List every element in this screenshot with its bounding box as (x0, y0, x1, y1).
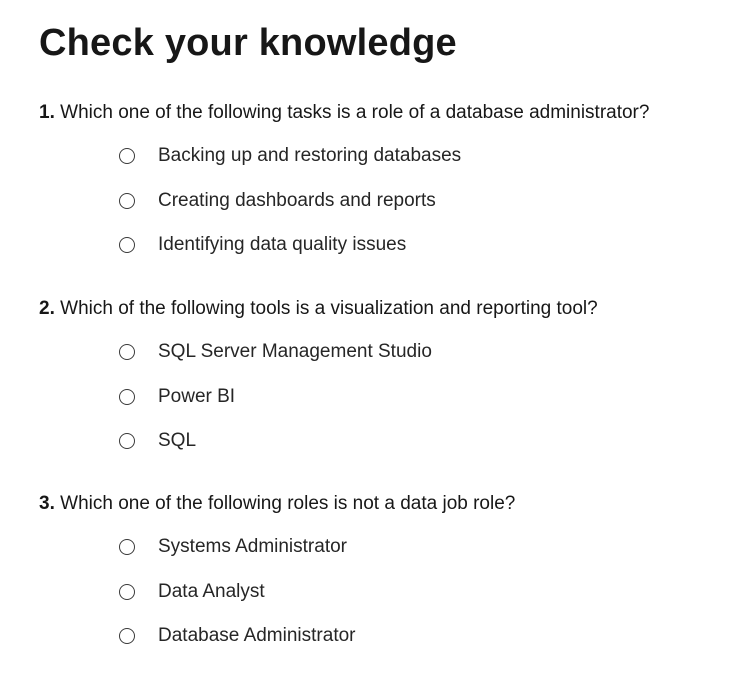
question-2-option-3[interactable] (119, 419, 598, 464)
option-label: Creating dashboards and reports (158, 189, 436, 211)
question-2-number: 2. (39, 298, 55, 319)
question-1-number: 1. (39, 102, 55, 123)
radio-button-icon[interactable] (119, 193, 135, 209)
option-label: SQL Server Management Studio (158, 341, 432, 363)
question-3-prompt: Which one of the following roles is not a data job role? (60, 493, 516, 514)
page-title: Check your knowledge (39, 22, 457, 64)
radio-button-icon[interactable] (119, 148, 135, 164)
question-3-option-2[interactable] (119, 570, 515, 615)
question-3-options (39, 525, 515, 659)
question-3 (39, 492, 515, 659)
radio-button-icon[interactable] (119, 344, 135, 360)
radio-button-icon[interactable] (119, 237, 135, 253)
radio-button-icon[interactable] (119, 433, 135, 449)
question-2-options (39, 330, 598, 464)
option-label: Backing up and restoring databases (158, 145, 462, 167)
question-1-option-1[interactable] (119, 134, 649, 179)
question-2-option-2[interactable] (119, 375, 598, 420)
question-1-option-2[interactable] (119, 179, 649, 224)
option-label: Data Analyst (158, 580, 265, 602)
option-label: SQL (158, 430, 197, 452)
question-3-option-3[interactable] (119, 614, 515, 659)
option-label: Identifying data quality issues (158, 234, 407, 256)
question-2-prompt: Which of the following tools is a visualization and reporting tool? (60, 298, 598, 319)
option-label: Power BI (158, 385, 236, 407)
question-1 (39, 101, 649, 268)
question-2-text (39, 297, 598, 321)
question-3-text (39, 492, 515, 516)
radio-button-icon[interactable] (119, 628, 135, 644)
knowledge-check (39, 0, 729, 647)
question-1-text (39, 101, 649, 125)
question-2-option-1[interactable] (119, 330, 598, 375)
radio-button-icon[interactable] (119, 584, 135, 600)
question-3-option-1[interactable] (119, 525, 515, 570)
question-1-options (39, 134, 649, 268)
option-label: Systems Administrator (158, 536, 347, 558)
radio-button-icon[interactable] (119, 389, 135, 405)
question-3-number: 3. (39, 493, 55, 514)
question-2 (39, 297, 598, 464)
option-label: Database Administrator (158, 625, 356, 647)
radio-button-icon[interactable] (119, 539, 135, 555)
question-1-option-3[interactable] (119, 223, 649, 268)
question-1-prompt: Which one of the following tasks is a role of a database administrator? (60, 102, 650, 123)
